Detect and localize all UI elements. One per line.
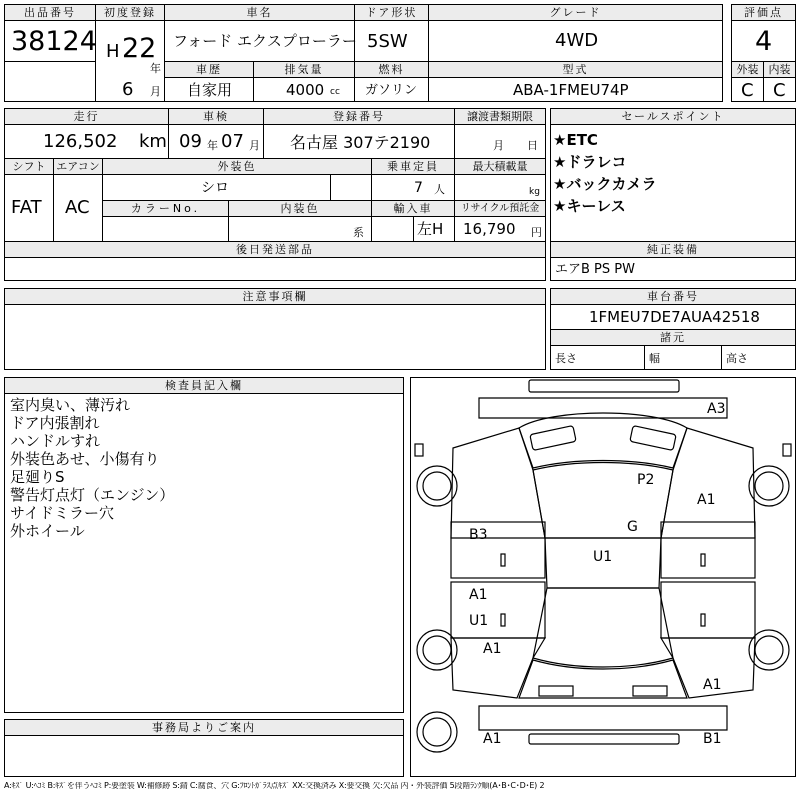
max-load-box bbox=[454, 174, 546, 201]
inspection-year-unit: 年 bbox=[207, 139, 218, 152]
tire-rear-left-inner bbox=[423, 636, 451, 664]
tire-front-left-inner bbox=[423, 472, 451, 500]
chassis-number: 1FMEU7DE7AUA42518 bbox=[589, 308, 760, 326]
grade: 4WD bbox=[555, 30, 599, 51]
door-box bbox=[354, 20, 429, 62]
handle-rr bbox=[701, 614, 705, 626]
chassis-label: 車台番号 bbox=[550, 288, 796, 305]
later-parts-label: 後日発送部品 bbox=[4, 241, 546, 258]
import-label: 輸入車 bbox=[371, 200, 455, 217]
exterior-color-extra bbox=[330, 174, 372, 201]
reg-month: 6 bbox=[122, 79, 134, 100]
inspector-line: 足廻りS bbox=[10, 468, 65, 486]
mark-a3: A3 bbox=[707, 401, 726, 417]
headlight-left bbox=[530, 426, 576, 451]
inspection-month: 07 bbox=[221, 131, 244, 152]
interior-grade-box bbox=[763, 77, 796, 102]
front-panel bbox=[479, 398, 727, 418]
mark-a1-right-front: A1 bbox=[697, 492, 716, 508]
registration-label: 登録番号 bbox=[263, 108, 455, 125]
color-number-box bbox=[102, 216, 229, 242]
color-number-label: カラーNo. bbox=[102, 200, 229, 217]
mark-a1-left-rear-door: A1 bbox=[469, 587, 488, 603]
exterior-label: 外装 bbox=[731, 61, 764, 78]
interior-grade: C bbox=[773, 80, 786, 101]
mileage-unit: km bbox=[139, 131, 167, 152]
genuine-equipment: エアB PS PW bbox=[555, 262, 635, 277]
door-type: 5SW bbox=[367, 31, 408, 52]
displacement: 4000 bbox=[286, 81, 325, 99]
right-front-door bbox=[661, 522, 755, 578]
sales-point-keyless: ★キーレス bbox=[553, 197, 626, 215]
steering-box bbox=[413, 216, 455, 242]
left-front-door bbox=[451, 522, 545, 578]
registration-box bbox=[263, 124, 455, 159]
displacement-box bbox=[253, 77, 355, 102]
tire-rear-right-inner bbox=[755, 636, 783, 664]
inspector-line: ハンドルすれ bbox=[10, 432, 101, 450]
transfer-deadline-label: 譲渡書類期限 bbox=[454, 108, 546, 125]
interior-color-label: 内装色 bbox=[228, 200, 372, 217]
front-bumper bbox=[529, 380, 679, 392]
width-label: 幅 bbox=[649, 352, 660, 365]
office-notice-box bbox=[4, 735, 404, 777]
steering: 左H bbox=[417, 220, 444, 238]
door-label: ドア形状 bbox=[354, 4, 429, 21]
capacity: 7 bbox=[414, 180, 423, 196]
fuel-box bbox=[354, 77, 429, 102]
specs-label: 諸元 bbox=[550, 329, 796, 346]
ac-box bbox=[53, 174, 103, 242]
car-outline bbox=[411, 378, 795, 776]
mark-p2: P2 bbox=[637, 472, 655, 488]
shift-box bbox=[4, 174, 54, 242]
inspector-notes-label: 検査員記入欄 bbox=[4, 377, 404, 394]
mark-u1-roof: U1 bbox=[593, 549, 613, 565]
history: 自家用 bbox=[187, 81, 233, 99]
handle-rf bbox=[701, 554, 705, 566]
mark-a1-rear-left: A1 bbox=[483, 731, 502, 747]
lot-number-label: 出品番号 bbox=[4, 4, 96, 21]
year-unit: 年 bbox=[150, 62, 161, 75]
inspector-line: 外装色あせ、小傷有り bbox=[10, 450, 160, 468]
inspection-label: 車検 bbox=[168, 108, 264, 125]
import-blank bbox=[371, 216, 414, 242]
registration-number: 名古屋 307テ2190 bbox=[290, 133, 431, 152]
length-box bbox=[550, 345, 645, 370]
mark-a1-left-rear: A1 bbox=[483, 641, 502, 657]
later-parts-box bbox=[4, 257, 546, 281]
mileage-box bbox=[4, 124, 169, 159]
model-box bbox=[428, 77, 723, 102]
recycle-unit: 円 bbox=[531, 226, 542, 239]
hood bbox=[519, 413, 687, 468]
transfer-day-unit: 日 bbox=[527, 139, 538, 152]
headlight-right bbox=[630, 426, 676, 451]
width-box bbox=[644, 345, 722, 370]
mirror-left bbox=[415, 444, 423, 456]
inspection-box bbox=[168, 124, 264, 159]
inspection-month-unit: 月 bbox=[249, 139, 260, 152]
interior-color-box bbox=[228, 216, 372, 242]
rear-hatch bbox=[519, 660, 687, 698]
sales-point-dashcam: ★ドラレコ bbox=[553, 153, 627, 171]
inspector-line: 室内臭い、薄汚れ bbox=[10, 396, 131, 414]
handle-lf bbox=[501, 554, 505, 566]
recycle-box bbox=[454, 216, 546, 242]
mirror-right bbox=[783, 444, 791, 456]
mileage: 126,502 bbox=[43, 131, 118, 152]
model-label: 型式 bbox=[428, 61, 723, 78]
shift: FAT bbox=[11, 197, 42, 218]
rear-window bbox=[533, 588, 673, 667]
capacity-label: 乗車定員 bbox=[371, 158, 455, 175]
grade-label: グレード bbox=[428, 4, 723, 21]
handle-lr bbox=[501, 614, 505, 626]
sales-point-etc: ★ETC bbox=[553, 131, 598, 149]
car-name: フォード エクスプローラー bbox=[173, 32, 357, 50]
capacity-box bbox=[371, 174, 455, 201]
exterior-color-label: 外装色 bbox=[102, 158, 372, 175]
capacity-unit: 人 bbox=[434, 183, 445, 196]
exterior-grade: C bbox=[741, 80, 754, 101]
displacement-unit: cc bbox=[330, 87, 340, 97]
legend: A:ｷｽﾞ U:ﾍｺﾐ B:ｷｽﾞを伴うﾍｺﾐ P:要塗装 W:補修跡 S:錆 C:腐食、穴 G:ﾌﾛﾝﾄｶﾞﾗｽ点ｷｽﾞ XX:交換済み X:要交換 欠:欠品 内・外装評価 5段階ﾗﾝｸ順(A･B･C･D･E) 2 bbox=[4, 782, 545, 790]
taillight-right bbox=[633, 686, 667, 696]
left-rear-door bbox=[451, 582, 545, 638]
score: 4 bbox=[755, 26, 773, 57]
recycle-label: リサイクル預託金 bbox=[454, 200, 546, 217]
genuine-equipment-box bbox=[550, 257, 796, 281]
fuel-label: 燃料 bbox=[354, 61, 429, 78]
inspector-line: 警告灯点灯（エンジン） bbox=[10, 486, 175, 504]
car-name-box bbox=[164, 20, 355, 62]
mileage-label: 走行 bbox=[4, 108, 169, 125]
era: H bbox=[106, 41, 120, 62]
damage-diagram bbox=[410, 377, 796, 777]
ac: AC bbox=[65, 197, 90, 218]
mark-b3: B3 bbox=[469, 527, 488, 543]
inspector-line: ドア内張割れ bbox=[10, 414, 100, 432]
model: ABA-1FMEU74P bbox=[513, 81, 629, 99]
car-name-label: 車名 bbox=[164, 4, 355, 21]
genuine-equipment-label: 純正装備 bbox=[550, 241, 796, 258]
right-rear-door bbox=[661, 582, 755, 638]
mark-u1-left-rear-door: U1 bbox=[469, 613, 489, 629]
first-registration-box bbox=[95, 20, 165, 102]
sales-points-label: セールスポイント bbox=[550, 108, 796, 125]
notes-box bbox=[4, 304, 546, 370]
lot-number: 38124 bbox=[11, 26, 97, 57]
mark-a1-right-rear: A1 bbox=[703, 677, 722, 693]
lot-number-box bbox=[4, 20, 96, 62]
history-box bbox=[164, 77, 254, 102]
history-label: 車歴 bbox=[164, 61, 254, 78]
taillight-left bbox=[539, 686, 573, 696]
score-label: 評価点 bbox=[731, 4, 796, 21]
displacement-label: 排気量 bbox=[253, 61, 355, 78]
score-box bbox=[731, 20, 796, 62]
interior-label: 内装 bbox=[763, 61, 796, 78]
grade-box bbox=[428, 20, 723, 62]
interior-color-unit: 系 bbox=[353, 226, 364, 239]
lot-blank bbox=[4, 61, 96, 102]
notes-label: 注意事項欄 bbox=[4, 288, 546, 305]
length-label: 長さ bbox=[555, 352, 577, 365]
exterior-grade-box bbox=[731, 77, 764, 102]
mark-b1-rear-right: B1 bbox=[703, 731, 722, 747]
height-box bbox=[721, 345, 796, 370]
reg-year: 22 bbox=[122, 33, 157, 64]
fuel: ガソリン bbox=[365, 83, 418, 98]
exterior-color: シロ bbox=[201, 180, 229, 196]
chassis-box bbox=[550, 304, 796, 330]
exterior-color-box bbox=[102, 174, 331, 201]
inspector-notes-box bbox=[4, 393, 404, 713]
month-unit: 月 bbox=[150, 85, 161, 98]
inspector-line: 外ホイール bbox=[10, 522, 85, 540]
transfer-month-unit: 月 bbox=[493, 139, 504, 152]
rear-bumper bbox=[479, 706, 727, 730]
sales-point-backcam: ★バックカメラ bbox=[553, 175, 657, 193]
mark-g: G bbox=[627, 519, 638, 535]
spare-tire-inner bbox=[423, 718, 451, 746]
rear-skirt bbox=[529, 734, 679, 744]
tire-front-right-inner bbox=[755, 472, 783, 500]
max-load-label: 最大積載量 bbox=[454, 158, 546, 175]
height-label: 高さ bbox=[726, 352, 748, 365]
recycle-amount: 16,790 bbox=[463, 220, 516, 238]
shift-label: シフト bbox=[4, 158, 54, 175]
inspector-line: サイドミラー穴 bbox=[10, 504, 114, 522]
inspection-year: 09 bbox=[179, 131, 202, 152]
sales-points-box bbox=[550, 124, 796, 242]
transfer-deadline-box bbox=[454, 124, 546, 159]
ac-label: エアコン bbox=[53, 158, 103, 175]
first-registration-label: 初度登録 bbox=[95, 4, 165, 21]
max-load-unit: kg bbox=[529, 187, 540, 197]
office-notice-label: 事務局よりご案内 bbox=[4, 719, 404, 736]
